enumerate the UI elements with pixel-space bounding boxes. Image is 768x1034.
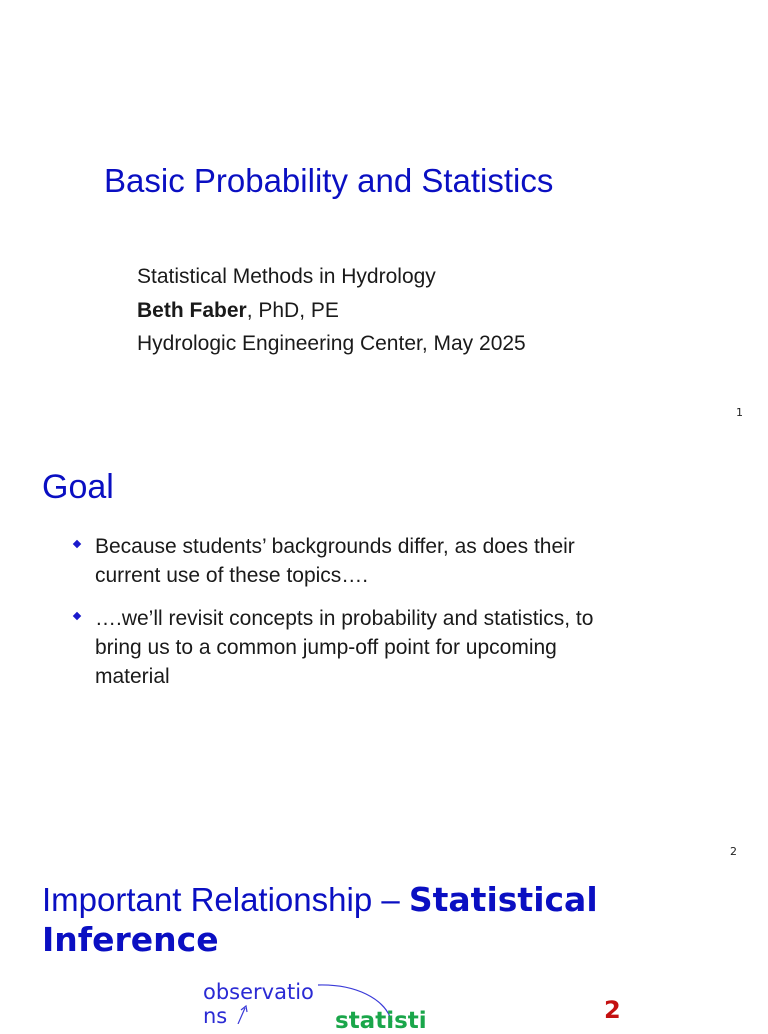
page-number-1: 1 <box>736 406 743 419</box>
title-prefix: Important Relationship – <box>42 881 409 918</box>
author-name: Beth Faber <box>137 299 247 322</box>
bullet-text: ….we’ll revisit concepts in probability and statistics, to bring us to a common jump-off point for upcoming material <box>95 607 594 688</box>
affiliation: Hydrologic Engineering Center, May 2025 <box>137 332 526 355</box>
page-number-2: 2 <box>730 845 737 858</box>
slide2-title: Goal <box>42 468 114 506</box>
title-emphasis: Statistical Inference <box>42 880 598 959</box>
observations-label: observations <box>203 980 314 1028</box>
author-credentials: , PhD, PE <box>246 299 339 322</box>
course-name: Statistical Methods in Hydrology <box>137 265 436 288</box>
statistics-label: statisti <box>335 1008 427 1034</box>
diagram-number: 2 <box>604 996 621 1024</box>
bullet-text: Because students’ backgrounds differ, as does their current use of these topics…. <box>95 535 575 587</box>
slide1-title: Basic Probability and Statistics <box>104 162 554 199</box>
